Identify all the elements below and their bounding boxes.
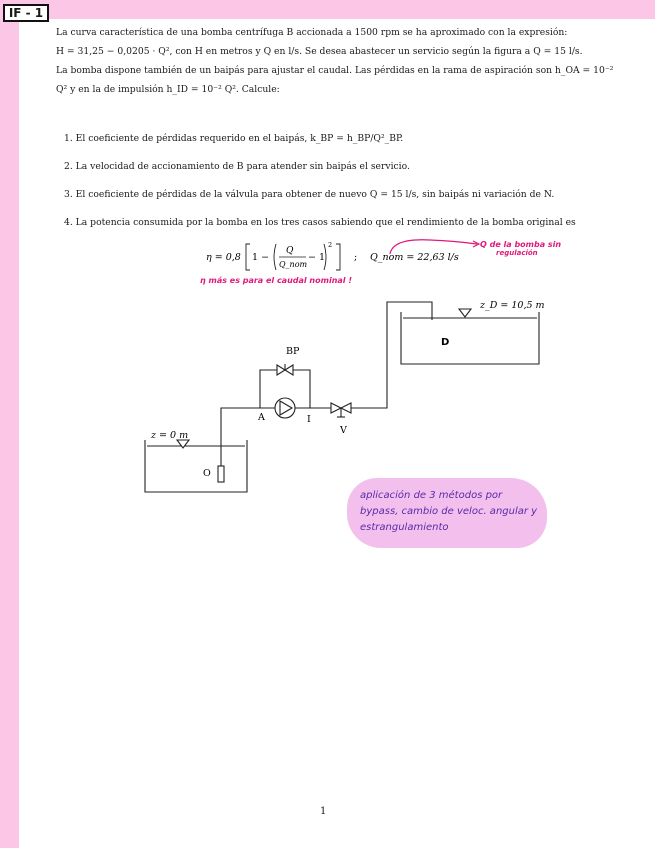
label-o: O bbox=[203, 468, 211, 479]
label-i: I bbox=[307, 414, 311, 425]
formula-den: Q_nom bbox=[279, 260, 308, 269]
qnom-note-2: regulación bbox=[496, 249, 538, 257]
question-4: 4. La potencia consumida por la bomba en los tres casos sabiendo que el rendimiento de la bomba original es bbox=[64, 217, 576, 228]
svg-text:2: 2 bbox=[328, 241, 333, 249]
margin-highlight-top bbox=[0, 0, 655, 19]
formula-rhs: Q_nom = 22,63 l/s bbox=[370, 252, 459, 263]
formula-lhs: η = 0,8 bbox=[206, 252, 241, 263]
label-tank-d: D bbox=[441, 337, 450, 348]
intro-line-4: Q² y en la de impulsión h_ID = 10⁻² Q². Calcule: bbox=[56, 84, 280, 95]
problem-tag: IF - 1 bbox=[3, 4, 49, 22]
margin-highlight-left bbox=[0, 0, 19, 848]
svg-text:− 1: − 1 bbox=[308, 252, 326, 263]
intro-line-1: La curva característica de una bomba centrífuga B accionada a 1500 rpm se ha aproximado con la expresión: bbox=[56, 27, 568, 38]
question-2: 2. La velocidad de accionamiento de B para atender sin baipás el servicio. bbox=[64, 161, 410, 172]
label-zd: z_D = 10,5 m bbox=[480, 300, 545, 311]
methods-note: aplicación de 3 métodos por bypass, cambio de veloc. angular y estrangulamiento bbox=[360, 490, 538, 533]
formula-num: Q bbox=[286, 246, 294, 256]
hydraulic-circuit-diagram bbox=[135, 296, 555, 506]
label-bp: BP bbox=[286, 346, 300, 357]
question-1: 1. El coeficiente de pérdidas requerido en el baipás, k_BP = h_BP/Q²_BP. bbox=[64, 133, 404, 144]
label-z0: z = 0 m bbox=[151, 430, 189, 441]
label-a: A bbox=[258, 412, 265, 423]
formula-sep: ; bbox=[354, 252, 358, 263]
eta-note: η más es para el caudal nominal ! bbox=[200, 276, 352, 285]
qnom-note-1: Q de la bomba sin bbox=[480, 240, 562, 249]
qnom-pointer-arrow bbox=[385, 232, 485, 262]
label-v: V bbox=[340, 425, 347, 436]
svg-text:1 −: 1 − bbox=[252, 252, 270, 263]
intro-line-2: H = 31,25 − 0,0205 · Q², con H en metros y Q en l/s. Se desea abastecer un servicio según la figura a Q = 15 l/s. bbox=[56, 46, 583, 57]
page-number: 1 bbox=[320, 806, 327, 817]
intro-line-3: La bomba dispone también de un baipás para ajustar el caudal. Las pérdidas en la rama de aspiración son h_OA = 10⁻² bbox=[56, 65, 614, 76]
question-3: 3. El coeficiente de pérdidas de la válvula para obtener de nuevo Q = 15 l/s, sin baipás ni variación de N. bbox=[64, 189, 555, 200]
